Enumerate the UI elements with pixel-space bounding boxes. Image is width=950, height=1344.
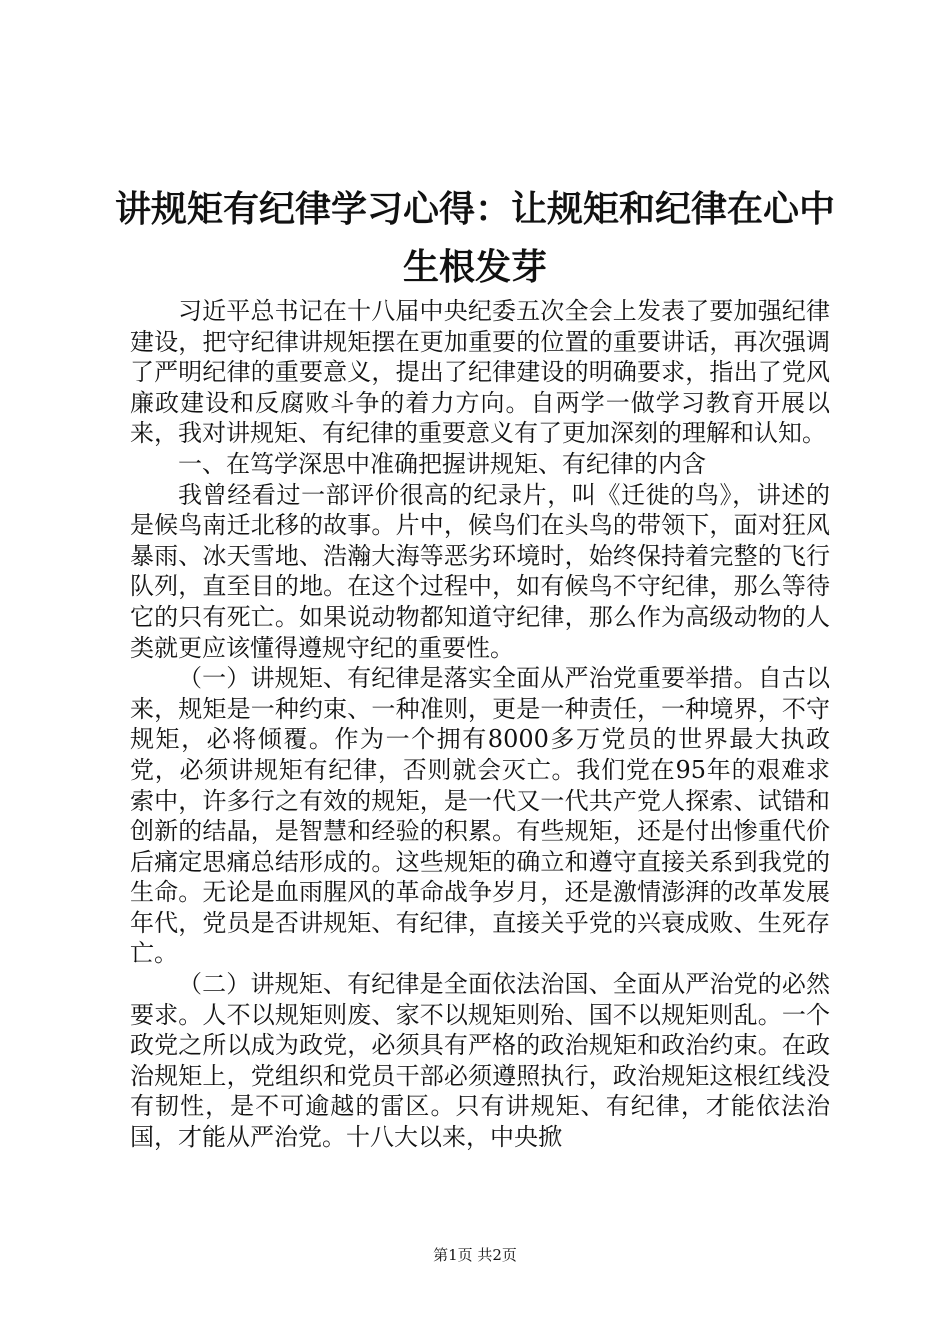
section-heading-1: 一、在笃学深思中准确把握讲规矩、有纪律的内含 — [178, 449, 706, 478]
paragraph-point-2: （二）讲规矩、有纪律是全面依法治国、全面从严治党的必然要求。人不以规矩则废、家不以规矩则殆、国不以规矩则乱。一个政党之所以成为政党，必须具有严格的政治规矩和政治约束。在政治规矩上，党组织和党员干部必须遵照执行，政治规矩这根红线没有韧性，是不可逾越的雷区。只有讲规矩、有纪律，才能依法治国，才能从严治党。十八大以来，中央掀 — [130, 970, 830, 1152]
paragraph-point-1: （一）讲规矩、有纪律是落实全面从严治党重要举措。自古以来，规矩是一种约束、一种准则，更是一种责任，一种境界，不守规矩，必将倾覆。作为一个拥有8000多万党员的世界最大执政党，必须讲规矩有纪律，否则就会灭亡。我们党在95年的艰难求索中，许多行之有效的规矩，是一代又一代共产党人探索、试错和创新的结晶，是智慧和经验的积累。有些规矩，还是付出惨重代价后痛定思痛总结形成的。这些规矩的确立和遵守直接关系到我党的生命。无论是血雨腥风的革命战争岁月，还是激情澎湃的改革发展年代，党员是否讲规矩、有纪律，直接关乎党的兴衰成败、生死存亡。 — [130, 664, 830, 968]
document-title: 讲规矩有纪律学习心得：让规矩和纪律在心中生根发芽 — [114, 188, 835, 288]
paragraph-migration-birds: 我曾经看过一部评价很高的纪录片，叫《迁徙的鸟》，讲述的是候鸟南迁北移的故事。片中，候鸟们在头鸟的带领下，面对狂风暴雨、冰天雪地、浩瀚大海等恶劣环境时，始终保持着完整的飞行队列，直至目的地。在这个过程中，如有候鸟不守纪律，那么等待它的只有死亡。如果说动物都知道守纪律，那么作为高级动物的人类就更应该懂得遵规守纪的重要性。 — [130, 480, 830, 662]
document-body — [130, 296, 830, 1153]
paragraph-intro: 习近平总书记在十八届中央纪委五次全会上发表了要加强纪律建设，把守纪律讲规矩摆在更加重要的位置的重要讲话，再次强调了严明纪律的重要意义，提出了纪律建设的明确要求，指出了党风廉政建设和反腐败斗争的着力方向。自两学一做学习教育开展以来，我对讲规矩、有纪律的重要意义有了更加深刻的理解和认知。 — [130, 297, 830, 448]
page-footer: 第1页 共2页 — [433, 1246, 517, 1264]
